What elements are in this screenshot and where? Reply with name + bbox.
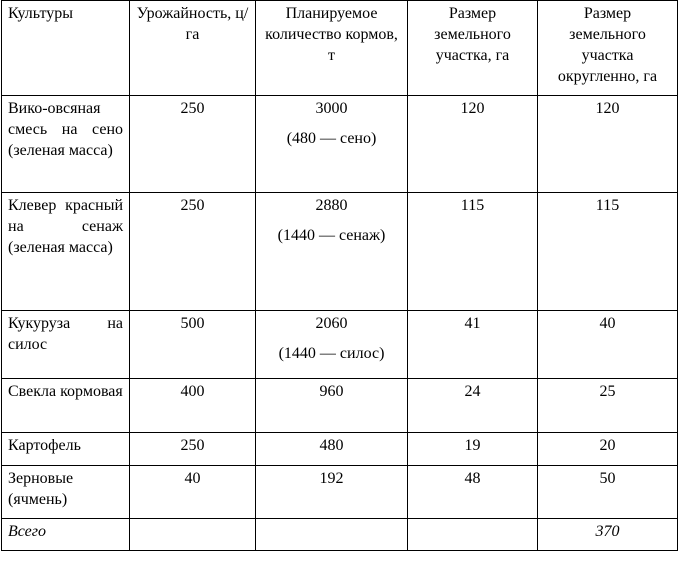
table-row [2, 466, 678, 519]
crop-name: Кукуруза на силос [2, 311, 130, 379]
empty-cell [408, 519, 538, 551]
table-row [2, 311, 678, 379]
feed-value: 2880 [315, 197, 348, 214]
yield-value: 400 [130, 379, 256, 433]
total-area-rounded: 370 [538, 519, 678, 551]
header-land-area-rounded: Размер земельного участка округленно, га [538, 1, 678, 96]
feed-cell [256, 193, 408, 311]
area-rounded-value: 20 [538, 433, 678, 466]
feed-cell [256, 311, 408, 379]
empty-cell [256, 519, 408, 551]
crop-name: Картофель [2, 433, 130, 466]
yield-value: 40 [130, 466, 256, 519]
header-row [2, 1, 678, 96]
header-land-area: Размер земельного участка, га [408, 1, 538, 96]
area-value: 48 [408, 466, 538, 519]
table-row [2, 193, 678, 311]
feed-value: 2060 [315, 315, 348, 332]
header-crops: Культуры [2, 1, 130, 96]
area-value: 19 [408, 433, 538, 466]
yield-value: 500 [130, 311, 256, 379]
area-value: 41 [408, 311, 538, 379]
empty-cell [130, 519, 256, 551]
feed-value: 960 [256, 379, 408, 433]
crop-feed-table [1, 0, 678, 551]
feed-value: 192 [256, 466, 408, 519]
yield-value: 250 [130, 193, 256, 311]
area-value: 120 [408, 96, 538, 193]
area-rounded-value: 40 [538, 311, 678, 379]
header-planned-feed: Планируемое количество кормов, т [256, 1, 408, 96]
area-rounded-value: 115 [538, 193, 678, 311]
feed-note: (1440 — сенаж) [277, 227, 386, 244]
total-label: Всего [2, 519, 130, 551]
total-row [2, 519, 678, 551]
feed-note: (1440 — силос) [278, 345, 385, 362]
feed-cell [256, 96, 408, 193]
area-value: 115 [408, 193, 538, 311]
crop-name: Вико-овсяная смесь на сено (зеленая масса) [2, 96, 130, 193]
area-rounded-value: 120 [538, 96, 678, 193]
feed-value: 480 [256, 433, 408, 466]
crop-name: Клевер красный на сенаж (зеленая масса) [2, 193, 130, 311]
crop-name: Свекла кормовая [2, 379, 130, 433]
feed-note: (480 — сено) [286, 130, 377, 147]
crop-name: Зерновые (ячмень) [2, 466, 130, 519]
feed-value: 3000 [315, 100, 348, 117]
header-yield: Урожайность, ц/га [130, 1, 256, 96]
area-rounded-value: 25 [538, 379, 678, 433]
table-row [2, 433, 678, 466]
area-value: 24 [408, 379, 538, 433]
yield-value: 250 [130, 96, 256, 193]
table-row [2, 96, 678, 193]
area-rounded-value: 50 [538, 466, 678, 519]
table-row [2, 379, 678, 433]
yield-value: 250 [130, 433, 256, 466]
